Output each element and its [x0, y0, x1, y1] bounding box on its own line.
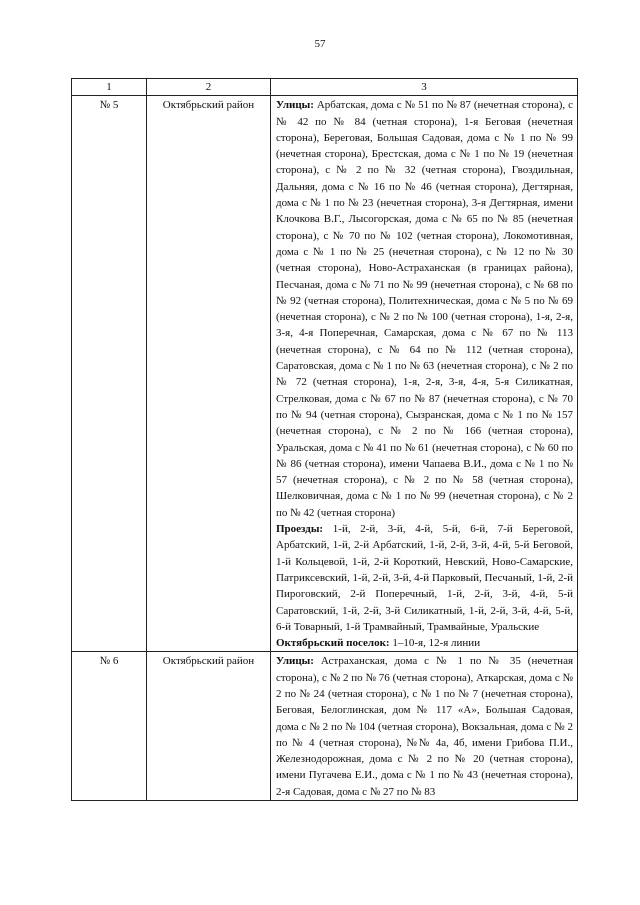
- passages-block: [276, 521, 573, 635]
- district-number: № 5: [72, 96, 147, 652]
- table-row: [72, 96, 578, 652]
- streets-text: Астраханская, дома с № 1 по № 35 (нечетная сторона), с № 2 по № 76 (четная сторона), Аткарская, дома с № 2 по № 24 (четная сторона), с № 1 по № 7 (нечетная сторона), Беговая, Белоглинская, дом № 117 «А», Большая Садовая, дома с № 2 по № 104 (четная сторона), Вокзальная, дома с № 2 по № 4 (четная сторона), №№ 4а, 4б, имени Грибова П.И., Железнодорожная, дома с № 2 по № 20 (четная сторона), имени Пугачева Е.И., дома с № 1 по № 43 (нечетная сторона), 2-я Садовая, дома с № 27 по № 83: [276, 655, 574, 798]
- table-header-row: [72, 79, 578, 96]
- streets-block: [276, 97, 573, 521]
- streets-text: Арбатская, дома с № 51 по № 87 (нечетная сторона), с № 42 по № 84 (четная сторона), 1-я Беговая (нечетная сторона), Береговая, Большая Садовая, дома с № 1 по № 99 (нечетная сторона), Брестская, дома с № 1 по № 19 (нечетная сторона), с № 2 по № 32 (четная сторона), Гвоздильная, Дальняя, дома с № 16 по № 46 (четная сторона), Дегтярная, дома с № 1 по № 23 (нечетная сторона), 3-я Дегтярная, имени Клочкова В.Г., Лысогорская, дома с № 65 по № 85 (нечетная сторона), с № 70 по № 102 (четная сторона), Локомотивная, дома с № 1 по № 25 (нечетная сторона), с № 12 по № 30 (четная сторона), Ново-Астраханская (в границах района), Песчаная, дома с № 71 по № 99 (нечетная сторона), с № 68 по № 92 (четная сторона), Политехническая, дома с № 5 по № 69 (нечетная сторона), с № 2 по № 100 (четная сторона), 1-я, 2-я, 3-я, 4-я Поперечная, Самарская, дома с № 67 по № 113 (нечетная сторона), с № 64 по № 112 (четная сторона), Саратовская, дома с № 1 по № 63 (нечетная сторона), с № 2 по № 72 (четная сторона), 1-я, 2-я, 3-я, 4-я, 5-я Силикатная, Стрелковая, дома с № 67 по № 87 (нечетная сторона), с № 70 по № 94 (четная сторона), Сызранская, дома с № 1 по № 157 (нечетная сторона), с № 2 по № 166 (четная сторона), Уральская, дома с № 41 по № 61 (нечетная сторона), с № 60 по № 86 (четная сторона), имени Чапаева В.И., дома с № 1 по № 57 (нечетная сторона), с № 2 по № 58 (четная сторона), Шелковичная, дома с № 1 по № 99 (нечетная сторона), с № 2 по № 42 (четная сторона): [276, 99, 573, 519]
- address-cell: [271, 652, 578, 801]
- district-number: № 6: [72, 652, 147, 801]
- column-header: 1: [72, 79, 147, 96]
- page-number: 57: [314, 38, 326, 50]
- passages-text: 1-й, 2-й, 3-й, 4-й, 5-й, 6-й, 7-й Береговой, Арбатский, 1-й, 2-й Арбатский, 1-й, 2-й, 3-й, 4-й, 5-й Беговой, 1-й Кольцевой, 1-й, 2-й Короткий, Невский, Ново-Самарские, Патриксевский, 1-й, 2-й, 3-й, 4-й Парковый, Песчаный, 1-й, 2-й Пироговский, 2-й Поперечный, 1-й, 2-й, 3-й, 4-й, 5-й Саратовский, 1-й, 2-й, 3-й Силикатный, 1-й, 2-й, 3-й, 4-й, 5-й, 6-й Товарный, 1-й Трамвайный, Трамвайные, Уральские: [276, 523, 573, 633]
- passages-label: Проезды:: [276, 523, 324, 536]
- streets-label: Улицы:: [276, 655, 314, 668]
- streets-label: Улицы:: [276, 99, 314, 112]
- address-cell: [271, 96, 578, 652]
- column-header: 3: [271, 79, 578, 96]
- district-name: Октябрьский район: [147, 652, 271, 801]
- settlement-block: [276, 635, 573, 651]
- settlement-text: 1–10-я, 12-я линии: [392, 637, 481, 650]
- table-row: [72, 652, 578, 801]
- column-header: 2: [147, 79, 271, 96]
- districts-table: [71, 78, 578, 801]
- settlement-label: Октябрьский поселок:: [276, 637, 390, 650]
- district-name: Октябрьский район: [147, 96, 271, 652]
- streets-block: [276, 653, 573, 800]
